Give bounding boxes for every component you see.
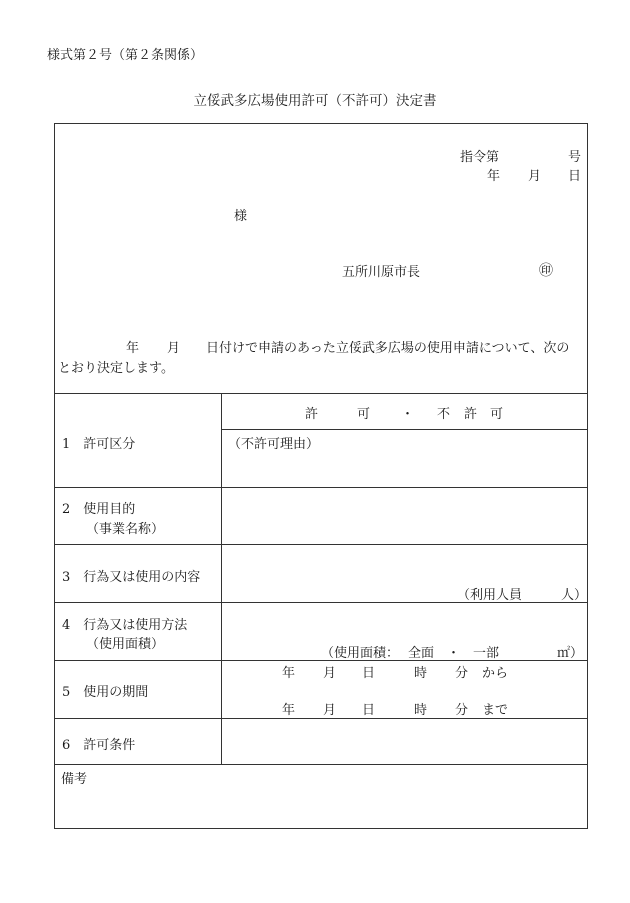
row1-inner-rule [221, 429, 587, 430]
row1-bottom-rule [55, 487, 587, 488]
period-from-day: 日 [362, 666, 376, 681]
period-from-suffix: から [482, 666, 509, 681]
option-deny-char3: 可 [490, 407, 504, 422]
seal-mark: ㊞ [539, 263, 553, 279]
option-permit-char1: 許 [305, 407, 319, 422]
option-deny-char1: 不 [437, 407, 451, 422]
body-year-label: 年 [126, 341, 140, 356]
form-frame [54, 123, 588, 829]
period-to-day: 日 [362, 703, 376, 718]
period-from-month: 月 [323, 666, 337, 681]
date-month-label: 月 [528, 169, 542, 184]
period-to-year: 年 [282, 703, 296, 718]
row4-sublabel: （使用面積） [86, 637, 165, 652]
body-text-line1: 日付けで申請のあった立俀武多広場の使用申請について、次の [206, 341, 570, 356]
row3-note: （利用人員 人） [457, 588, 588, 603]
period-to-month: 月 [323, 703, 337, 718]
row2-label: 2 使用目的 [62, 502, 136, 517]
directive-prefix: 指令第 [460, 150, 500, 165]
row6-label: 6 許可条件 [62, 738, 136, 753]
body-month-label: 月 [167, 341, 181, 356]
form-number-label: 様式第２号（第２条関係） [47, 48, 204, 63]
period-from-year: 年 [282, 666, 296, 681]
row4-note-prefix: （使用面積： [321, 646, 400, 661]
row5-bottom-rule [55, 718, 587, 719]
period-from-hour: 時 [414, 666, 428, 681]
row5-label: 5 使用の期間 [62, 685, 149, 700]
remarks-label: 備考 [61, 772, 88, 787]
row4-option-separator: ・ [447, 646, 461, 661]
period-to-suffix: まで [482, 703, 509, 718]
row4-option-part: 一部 [473, 646, 500, 661]
deny-reason-label: （不許可理由） [228, 437, 320, 452]
row4-label: 4 行為又は使用方法 [62, 618, 188, 633]
row4-option-full: 全面 [408, 646, 435, 661]
option-deny-char2: 許 [464, 407, 478, 422]
body-text-line2: とおり決定します。 [58, 361, 174, 376]
period-to-hour: 時 [414, 703, 428, 718]
document-title: 立俀武多広場使用許可（不許可）決定書 [193, 93, 437, 109]
row3-label: 3 行為又は使用の内容 [62, 570, 201, 585]
addressee-suffix: 様 [234, 209, 248, 224]
date-day-label: 日 [568, 169, 582, 184]
row6-bottom-rule [55, 764, 587, 765]
option-permit-char2: 可 [357, 407, 371, 422]
row2-sublabel: （事業名称） [86, 522, 165, 537]
row2-bottom-rule [55, 544, 587, 545]
directive-suffix: 号 [568, 150, 582, 165]
row1-label: 1 許可区分 [62, 437, 136, 452]
issuer-name: 五所川原市長 [342, 265, 421, 280]
row4-note-suffix: ㎡） [557, 646, 584, 661]
table-top-rule [55, 393, 587, 394]
period-to-minute: 分 [455, 703, 469, 718]
date-year-label: 年 [487, 169, 501, 184]
period-from-minute: 分 [455, 666, 469, 681]
option-separator: ・ [401, 407, 415, 422]
column-divider [221, 393, 222, 764]
